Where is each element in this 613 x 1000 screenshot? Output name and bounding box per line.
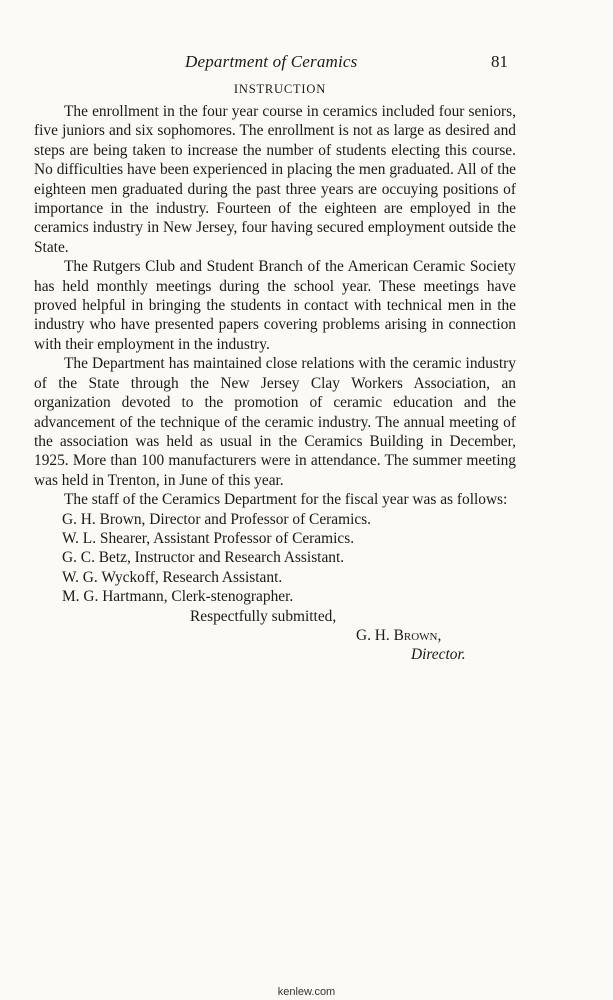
- staff-item: W. G. Wyckoff, Research Assistant.: [62, 568, 283, 586]
- closing-phrase: Respectfully submitted,: [190, 607, 337, 625]
- running-title: Department of Ceramics: [185, 52, 358, 71]
- signature-name: G. H. Brown,: [356, 626, 442, 644]
- page-number: 81: [491, 52, 508, 71]
- signature-title: Director.: [411, 646, 466, 664]
- section-heading: INSTRUCTION: [233, 82, 327, 96]
- paragraph-staff-intro: The staff of the Ceramics Department for the fiscal year was as follows:: [64, 491, 508, 509]
- page-header: [0, 52, 613, 76]
- staff-list: [34, 510, 516, 607]
- body-text: [34, 102, 516, 665]
- staff-item: M. G. Hartmann, Clerk-stenographer.: [62, 588, 294, 606]
- paragraph-industry-relations: The Department has maintained close relations with the ceramic industry of the State through the New Jersey Clay Workers Association, an organization devoted to the promotion of ceramic education and the advancement of the technique of the ceramic industry. The annual meeting of the association was held as usual in the Ceramics Building in December, 1925. More than 100 manufacturers were in attendance. The summer meeting was held in Trenton, in June of this year.: [34, 355, 516, 489]
- paragraph-enrollment: The enrollment in the four year course in ceramics included four seniors, five juniors and six sophomores. The enrollment is not as large as desired and steps are being taken to increase the number of students electing this course. No difficulties have been experienced in placing the men graduated. All of the eighteen men graduated during the past three years are occuying positions of importance in the industry. Fourteen of the eighteen are employed in the ceramics industry in New Jersey, four having secured employment outside the State.: [34, 103, 516, 256]
- staff-item: G. C. Betz, Instructor and Research Assistant.: [62, 549, 345, 567]
- watermark: kenlew.com: [277, 986, 336, 998]
- staff-item: G. H. Brown, Director and Professor of Ceramics.: [62, 510, 372, 528]
- paragraph-rutgers-club: The Rutgers Club and Student Branch of the American Ceramic Society has held monthly meetings during the school year. These meetings have proved helpful in bringing the students in contact with technical men in the industry who have presented papers covering problems arising in connection with their employment in the industry.: [34, 258, 516, 353]
- staff-item: W. L. Shearer, Assistant Professor of Ceramics.: [62, 529, 355, 547]
